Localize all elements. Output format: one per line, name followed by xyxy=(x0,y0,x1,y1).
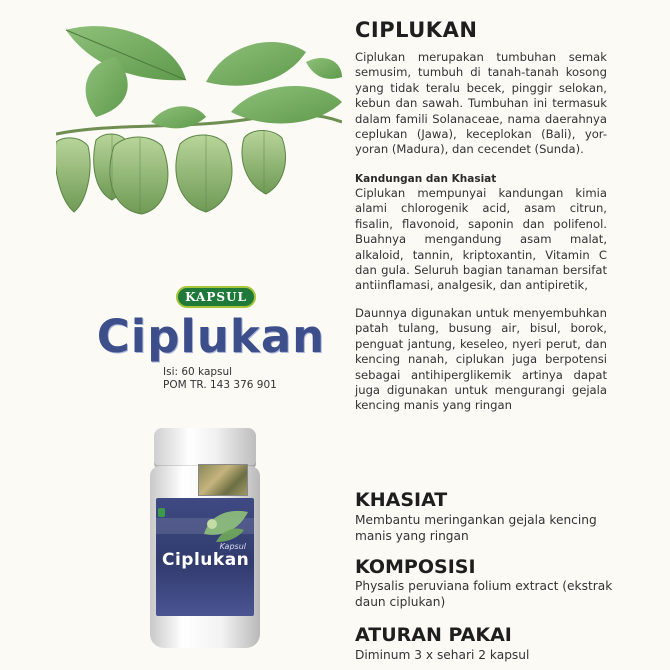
brand-name: Ciplukan xyxy=(96,310,326,363)
product-bottle-image xyxy=(150,428,260,650)
ciplukan-plant-image xyxy=(56,22,342,228)
label-product-name: Ciplukan xyxy=(162,550,250,570)
label-plant-photo xyxy=(198,464,248,496)
label-kapsul-text: Kapsul xyxy=(219,542,246,551)
komposisi-heading: KOMPOSISI xyxy=(355,556,476,578)
kapsul-badge: KAPSUL xyxy=(176,286,256,308)
content-paragraph: Ciplukan mempunyai kandungan kimia alami chlorogenik acid, asam citrun, fisalin, flavonoid, saponin dan polifenol. Buahnya mengandung asam malat, alkaloid, tannin, kriptoxantin, Vitamin C dan gula. Seluruh bagian tanaman bersifat antiinflamasi, analgesik, dan antipiretik, xyxy=(355,186,607,293)
label-logo-mark xyxy=(158,508,165,517)
capsule-count: Isi: 60 kapsul xyxy=(163,366,233,378)
aturan-pakai-text: Diminum 3 x sehari 2 kapsul xyxy=(355,648,530,662)
content-subheading: Kandungan dan Khasiat xyxy=(355,173,497,185)
bottle-label xyxy=(156,498,254,616)
komposisi-text: Physalis peruviana folium extract (ekstrak daun ciplukan) xyxy=(355,579,613,609)
khasiat-text: Membantu meringankan gejala kencing manis yang ringan xyxy=(355,513,597,543)
label-leaf-icon xyxy=(200,504,252,544)
bottle-cap xyxy=(154,428,256,468)
article-title: CIPLUKAN xyxy=(355,18,478,42)
khasiat-heading: KHASIAT xyxy=(355,489,448,511)
pom-registration: POM TR. 143 376 901 xyxy=(163,379,277,391)
intro-paragraph: Ciplukan merupakan tumbuhan semak semusim, tumbuh di tanah-tanah kosong yang tidak teralu becek, pinggir selokan, kebun dan sawah. Tumbuhan ini termasuk dalam famili Solanaceae, nama daerahnya ceplukan (Jawa), keceplokan (Bali), yor-yoran (Madura), dan cecendet (Sunda). xyxy=(355,50,607,157)
aturan-pakai-heading: ATURAN PAKAI xyxy=(355,624,512,646)
usage-paragraph: Daunnya digunakan untuk menyembuhkan patah tulang, busung air, bisul, borok, penguat jantung, keseleo, nyeri perut, dan kencing nanah, ciplukan juga berpotensi sebagai antihiperglikemik artinya dapat juga digunakan untuk mengurangi gejala kencing manis yang ringan xyxy=(355,306,607,413)
